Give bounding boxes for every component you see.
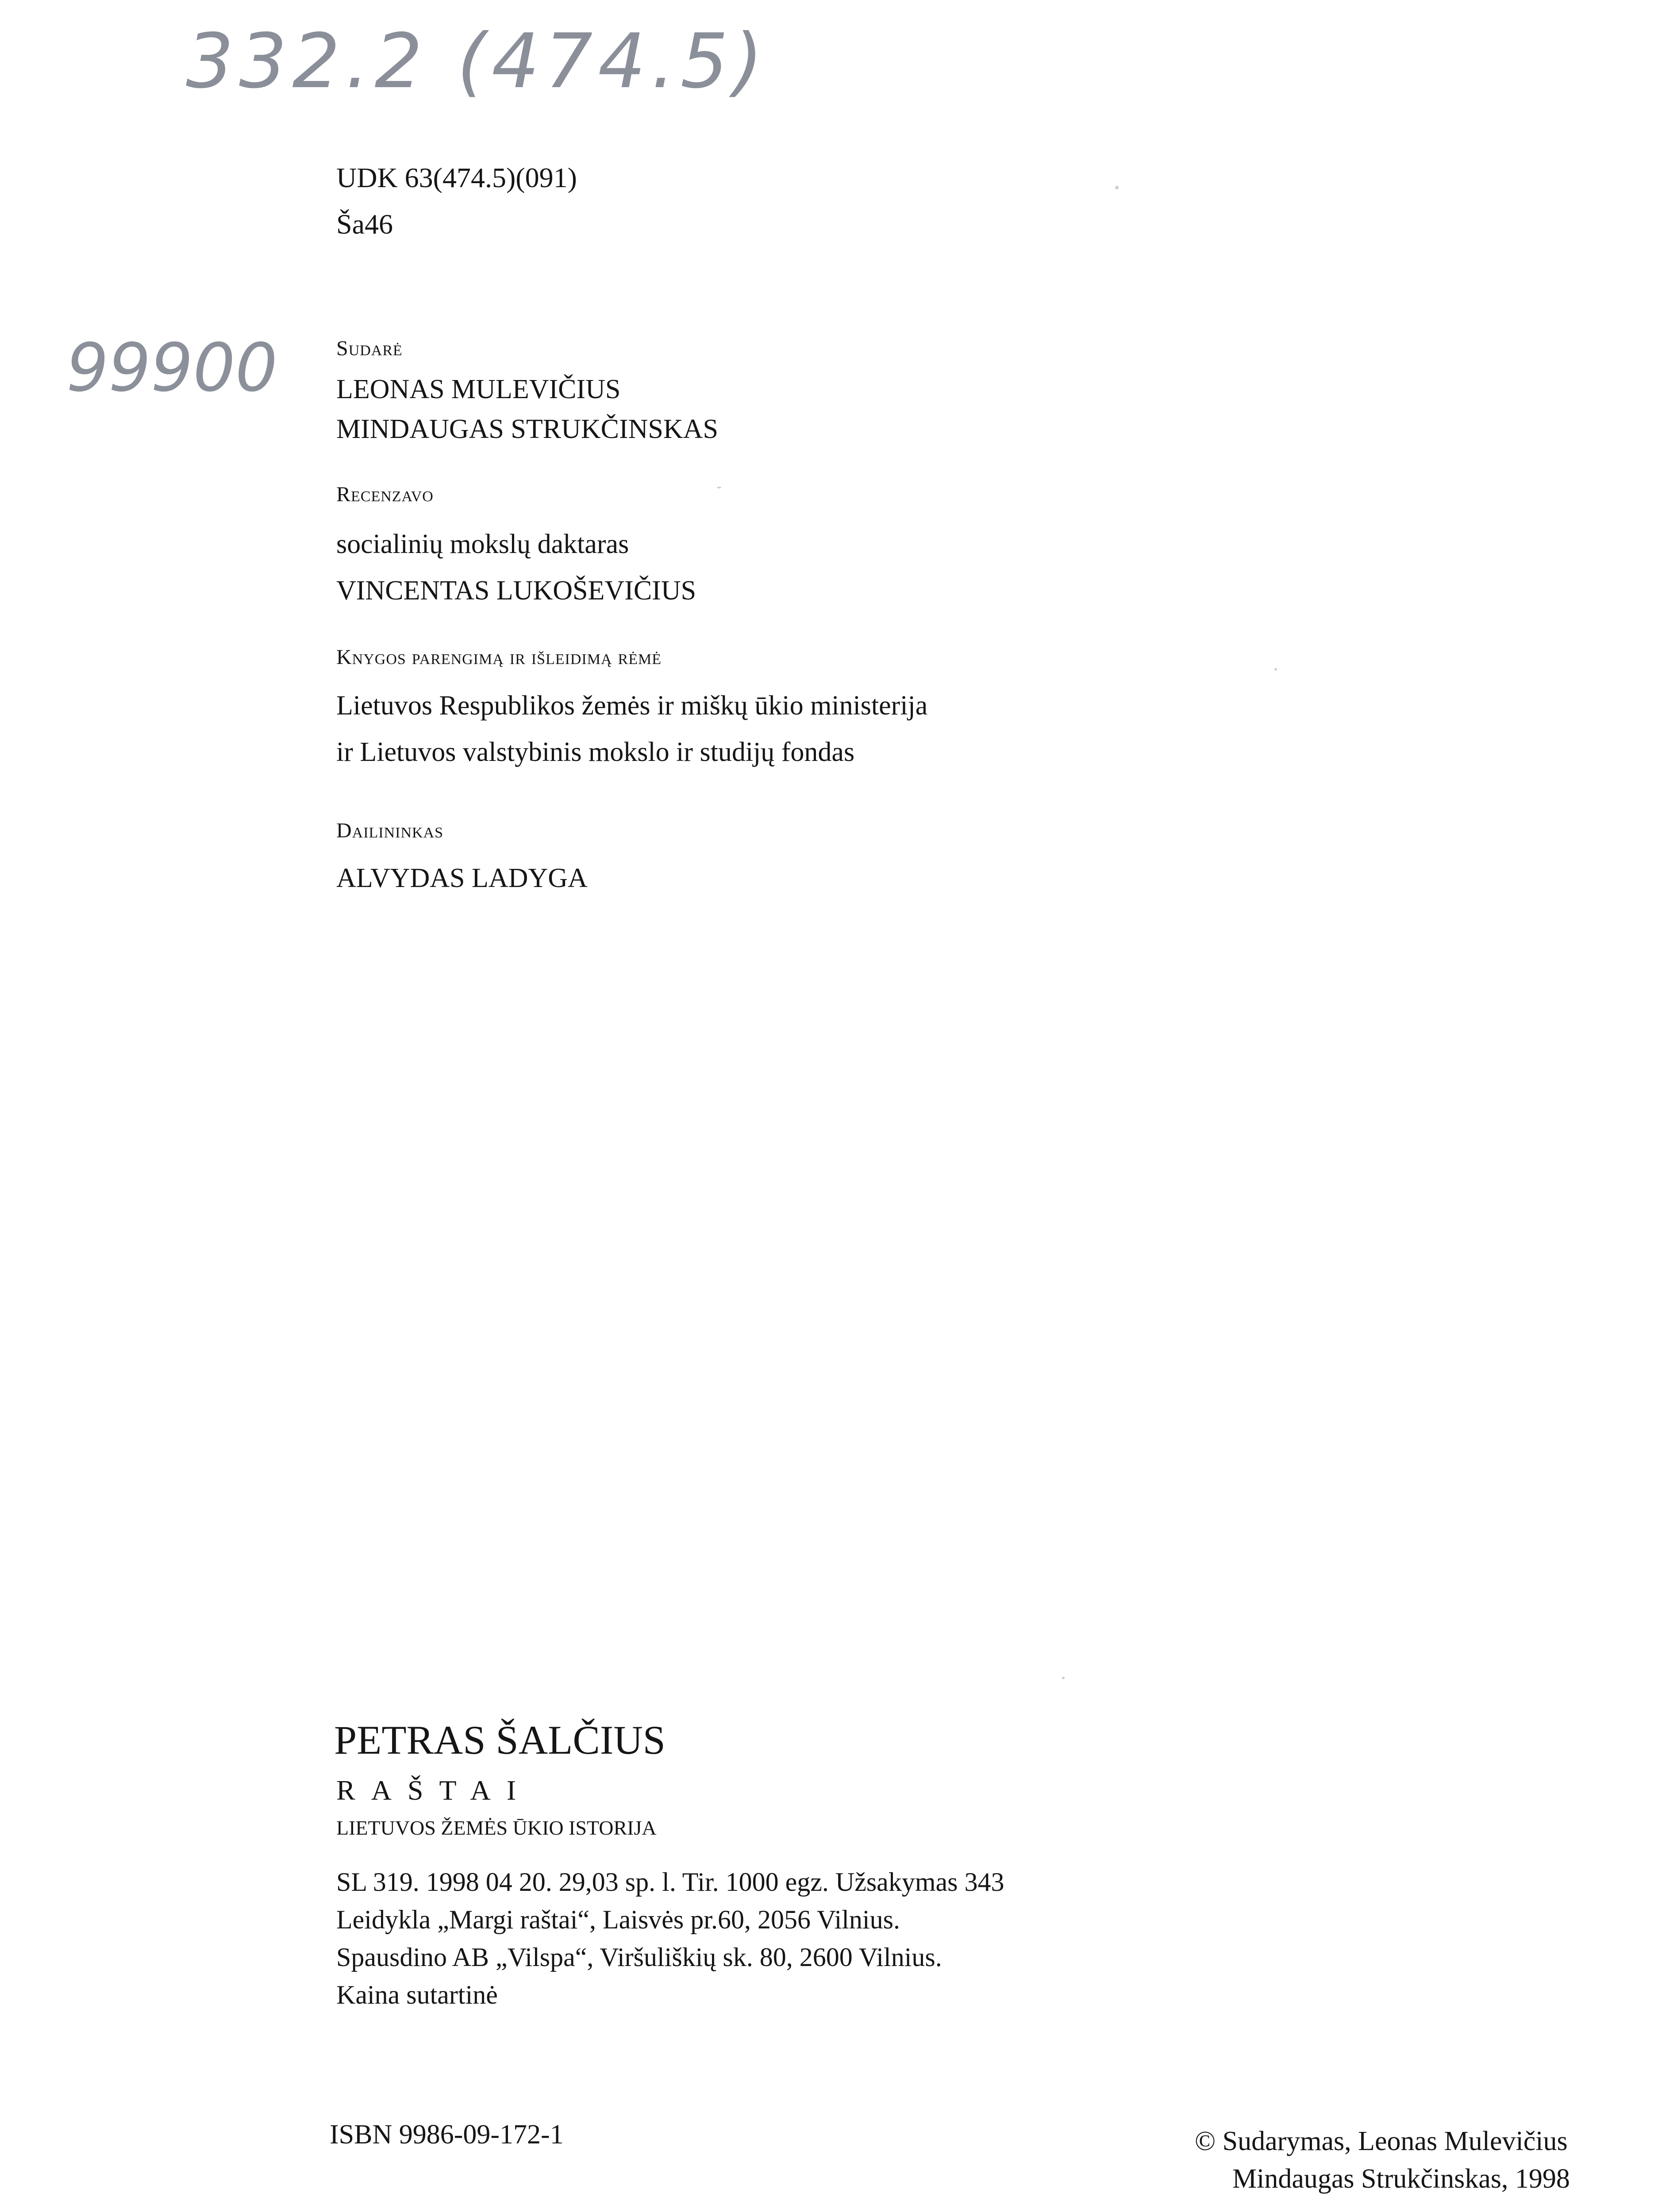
sponsors-label: Knygos parengimą ir išleidimą rėmė — [336, 645, 662, 669]
imprint-line: Spausdino AB „Vilspa“, Viršuliškių sk. 80, 2600 Vilnius. — [336, 1943, 942, 1972]
reviewed-by-label: Recenzavo — [336, 483, 434, 506]
imprint-line: SL 319. 1998 04 20. 29,03 sp. l. Tir. 1000 egz. Užsakymas 343 — [336, 1867, 1004, 1897]
compiled-by-label: Sudarė — [336, 337, 403, 360]
reviewer-title: socialinių mokslų daktaras — [336, 529, 629, 559]
scan-speck — [1274, 668, 1277, 671]
book-subtitle: LIETUVOS ŽEMĖS ŪKIO ISTORIJA — [336, 1816, 657, 1839]
compiler-name: MINDAUGAS STRUKČINSKAS — [336, 414, 718, 444]
handwritten-shelfmark: 332.2 (474.5) — [186, 18, 769, 105]
handwritten-number: 99900 — [66, 330, 278, 407]
sponsor-line: ir Lietuvos valstybinis mokslo ir studijų fondas — [336, 737, 855, 767]
reviewer-name: VINCENTAS LUKOŠEVIČIUS — [336, 576, 696, 606]
book-author: PETRAS ŠALČIUS — [334, 1717, 666, 1763]
imprint-line: Kaina sutartinė — [336, 1980, 498, 2009]
scan-speck — [1115, 186, 1119, 189]
artist-label: Dailininkas — [336, 819, 444, 842]
book-title: RAŠTAI — [336, 1774, 532, 1806]
udk-code: UDK 63(474.5)(091) — [336, 162, 577, 193]
scan-speck — [1062, 1677, 1065, 1679]
artist-name: ALVYDAS LADYGA — [336, 863, 588, 893]
author-code: Ša46 — [336, 208, 393, 240]
copyright-line: © Sudarymas, Leonas Mulevičius — [1195, 2126, 1568, 2156]
sponsor-line: Lietuvos Respublikos žemės ir miškų ūkio ministerija — [336, 691, 928, 721]
compiler-name: LEONAS MULEVIČIUS — [336, 374, 621, 404]
scan-speck — [717, 487, 721, 488]
isbn: ISBN 9986-09-172-1 — [330, 2120, 564, 2150]
copyright-line: Mindaugas Strukčinskas, 1998 — [1232, 2164, 1570, 2194]
imprint-line: Leidykla „Margi raštai“, Laisvės pr.60, 2056 Vilnius. — [336, 1905, 900, 1934]
